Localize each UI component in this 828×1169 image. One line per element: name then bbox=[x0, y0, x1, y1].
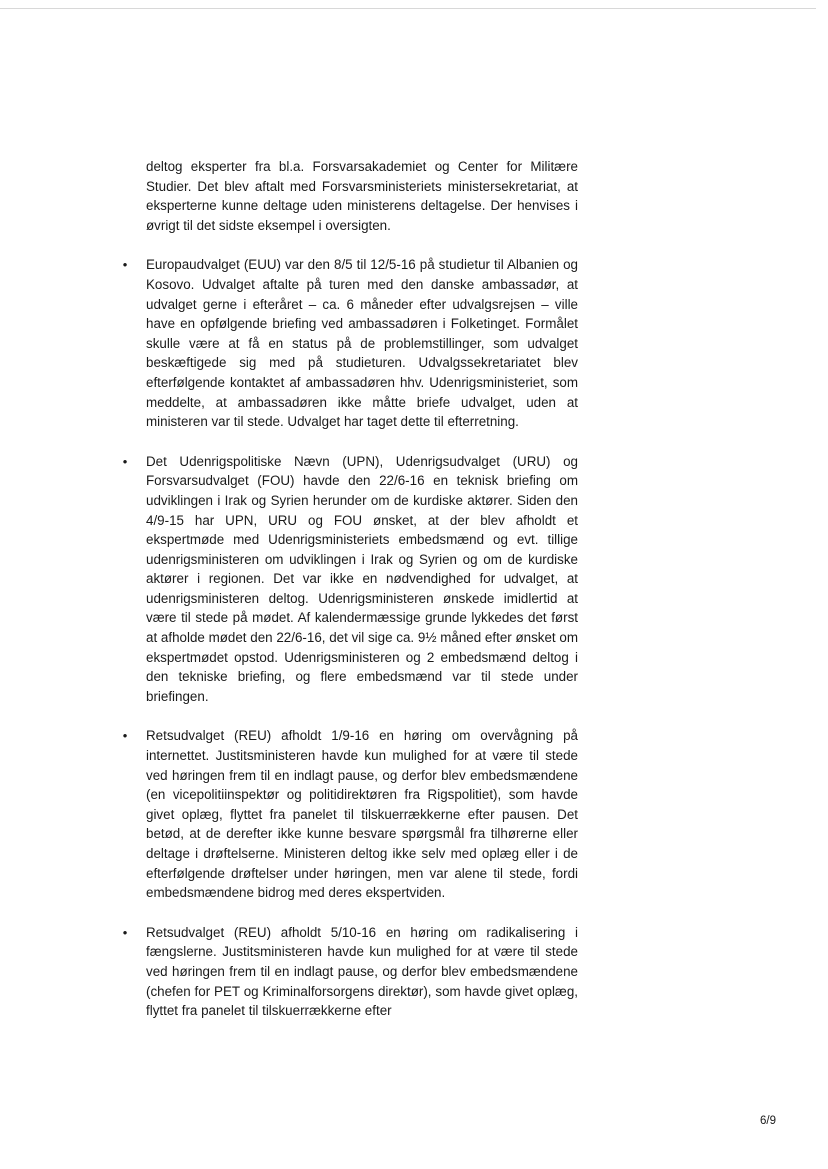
list-item-reu-radikalisering bbox=[122, 923, 578, 1021]
list-item-text: Retsudvalget (REU) afholdt 5/10-16 en høring om radikalisering i fængslerne. Justitsministeren havde kun mulighed for at være til stede ved høringen frem til en indlagt pause, og derfor blev embedsmændene (chefen for PET og Kriminalforsorgens direktør), som havde givet oplæg, flyttet fra panelet til tilskuerrækkerne efter bbox=[146, 924, 578, 1019]
bullet-icon: • bbox=[122, 257, 128, 273]
list-item-reu-overvaagning bbox=[122, 726, 578, 902]
bullet-icon: • bbox=[122, 453, 128, 469]
list-item-euu bbox=[122, 255, 578, 431]
top-edge-line bbox=[0, 8, 816, 9]
bullet-icon: • bbox=[122, 924, 128, 940]
example-list bbox=[122, 255, 578, 1020]
list-item-text: Det Udenrigspolitiske Nævn (UPN), Udenrigsudvalget (URU) og Forsvarsudvalget (FOU) havde den 22/6-16 en teknisk briefing om udviklingen i Irak og Syrien herunder om de kurdiske aktører. Siden den 4/9-15 har UPN, URU og FOU ønsket, at der blev afholdt et ekspertmøde med Udenrigsministeriets embedsmænd og evt. tillige udenrigsministeren om udviklingen i Irak og Syrien og om de kurdiske aktører i regionen. Det var ikke en nødvendighed for udvalget, at udenrigsministeren deltog. Udenrigsministeren ønskede imidlertid at være til stede på mødet. Af kalendermæssige grunde lykkedes det først at afholde mødet den 22/6-16, det vil sige ca. 9½ måned efter ønsket om ekspertmødet opstod. Udenrigsministeren og 2 embedsmænd deltog i den tekniske briefing, og flere embedsmænd var til stede under briefingen. bbox=[146, 453, 578, 704]
body-text bbox=[122, 157, 578, 1041]
list-item-text: Retsudvalget (REU) afholdt 1/9-16 en høring om overvågning på internettet. Justitsministeren havde kun mulighed for at være til stede ved høringen frem til en indlagt pause, og derfor blev embedsmændene (en vicepolitiinspektør og politidirektøren fra Rigspolitiet), som havde givet oplæg, flyttet fra panelet til tilskuerrækkerne efter pausen. Det betød, at de derefter ikke kunne besvare spørgsmål fra tilhørerne eller deltage i drøftelserne. Ministeren deltog ikke selv med oplæg eller i de efterfølgende drøftelser under høringen, men var alene til stede, fordi embedsmændene bidrog med deres ekspertviden. bbox=[146, 728, 578, 901]
page-number: 6/9 bbox=[760, 1115, 776, 1127]
intro-paragraph: deltog eksperter fra bl.a. Forsvarsakademiet og Center for Militære Studier. Det blev aftalt med Forsvarsministeriets ministersekretariat, at eksperterne kunne deltage uden ministerens deltagelse. Der henvises i øvrigt til det sidste eksempel i oversigten. bbox=[146, 159, 578, 233]
bullet-icon: • bbox=[122, 728, 128, 744]
list-item-upn bbox=[122, 452, 578, 707]
list-item-text: Europaudvalget (EUU) var den 8/5 til 12/5-16 på studietur til Albanien og Kosovo. Udvalget aftalte på turen med den danske ambassadør, at udvalget gerne i efteråret – ca. 6 måneder efter udvalgsrejsen – ville have en opfølgende briefing ved ambassadøren i Folketinget. Formålet skulle være at få en status på de problemstillinger, som udvalget beskæftigede sig med på studieturen. Udvalgssekretariatet blev efterfølgende kontaktet af ambassadøren hhv. Udenrigsministeriet, som meddelte, at ambassadøren ikke måtte briefe udvalget, uden at ministeren var til stede. Udvalget har taget dette til efterretning. bbox=[146, 257, 578, 430]
